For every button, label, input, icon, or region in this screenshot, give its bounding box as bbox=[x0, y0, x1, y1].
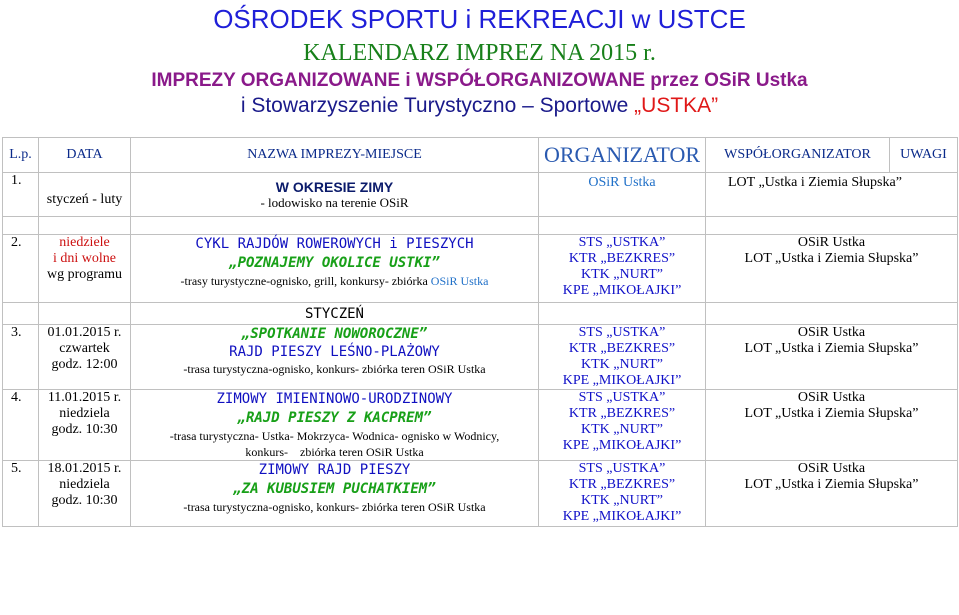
event-subtitle: „RAJD PIESZY Z KACPREM” bbox=[237, 410, 432, 426]
event-description: -trasy turystyczne-ognisko, grill, konkursy- zbiórka OSiR Ustka bbox=[180, 274, 489, 288]
event-description: -trasa turystyczna-ognisko, konkurs- zbiórka teren OSiR Ustka bbox=[183, 500, 486, 514]
table-row bbox=[3, 173, 958, 217]
event-title: ZIMOWY RAJD PIESZY bbox=[258, 462, 411, 478]
row-coorganizer: OSiR Ustka LOT „Ustka i Ziemia Słupska” bbox=[706, 390, 958, 461]
row-event bbox=[131, 390, 539, 461]
col-uwagi: UWAGI bbox=[890, 138, 958, 173]
association-ustka: „USTKA” bbox=[634, 94, 719, 117]
event-title: CYKL RAJDÓW ROWEROWYCH i PIESZYCH bbox=[195, 236, 474, 252]
table-row bbox=[3, 461, 958, 527]
event-subtitle: RAJD PIESZY LEŚNO-PLAŻOWY bbox=[229, 344, 440, 360]
row-event bbox=[131, 461, 539, 527]
event-title: ZIMOWY IMIENINOWO-URODZINOWY bbox=[216, 391, 453, 407]
row-number: 1. bbox=[3, 173, 39, 217]
table-header-row bbox=[3, 138, 958, 173]
table-row bbox=[3, 235, 958, 303]
row-organizer: STS „USTKA” KTR „BEZKRES” KTK „NURT” KPE „MIKOŁAJKI” bbox=[539, 461, 706, 527]
row-date: styczeń - luty bbox=[39, 173, 131, 217]
organized-events-heading: IMPREZY ORGANIZOWANE i WSPÓŁORGANIZOWANE przez OSiR Ustka bbox=[151, 70, 808, 91]
row-coorganizer: OSiR Ustka LOT „Ustka i Ziemia Słupska” bbox=[706, 325, 958, 390]
row-organizer: STS „USTKA” KTR „BEZKRES” KTK „NURT” KPE „MIKOŁAJKI” bbox=[539, 235, 706, 303]
date-line-3: wg programu bbox=[46, 267, 123, 282]
col-nazwa: NAZWA IMPREZY-MIEJSCE bbox=[131, 138, 539, 173]
row-date: 11.01.2015 r. niedziela godz. 10:30 bbox=[39, 390, 131, 461]
row-organizer: STS „USTKA” KTR „BEZKRES” KTK „NURT” KPE „MIKOŁAJKI” bbox=[539, 325, 706, 390]
document-title: OŚRODEK SPORTU i REKREACJI w USTCE bbox=[213, 4, 746, 34]
col-wspolorganizator: WSPÓŁORGANIZATOR bbox=[706, 138, 890, 173]
col-data: DATA bbox=[39, 138, 131, 173]
row-coorganizer: LOT „Ustka i Ziemia Słupska” bbox=[706, 173, 958, 217]
date-line-1: niedziele bbox=[59, 235, 110, 250]
col-organizator: ORGANIZATOR bbox=[539, 138, 706, 173]
event-subtitle: „POZNAJEMY OKOLICE USTKI” bbox=[229, 255, 440, 271]
event-title: W OKRESIE ZIMY bbox=[275, 178, 394, 195]
spacer-row bbox=[3, 217, 958, 235]
row-number: 5. bbox=[3, 461, 39, 527]
row-date bbox=[39, 235, 131, 303]
row-event bbox=[131, 173, 539, 217]
association-name: i Stowarzyszenie Turystyczno – Sportowe bbox=[240, 94, 635, 117]
row-organizer: OSiR Ustka bbox=[539, 173, 706, 217]
row-date: 18.01.2015 r. niedziela godz. 10:30 bbox=[39, 461, 131, 527]
row-coorganizer: OSiR Ustka LOT „Ustka i Ziemia Słupska” bbox=[706, 461, 958, 527]
events-table bbox=[2, 137, 958, 527]
row-number: 2. bbox=[3, 235, 39, 303]
month-row bbox=[3, 303, 958, 325]
col-lp: L.p. bbox=[3, 138, 39, 173]
row-number: 4. bbox=[3, 390, 39, 461]
month-label: STYCZEŃ bbox=[131, 303, 539, 325]
row-event bbox=[131, 235, 539, 303]
row-number: 3. bbox=[3, 325, 39, 390]
row-organizer: STS „USTKA” KTR „BEZKRES” KTK „NURT” KPE „MIKOŁAJKI” bbox=[539, 390, 706, 461]
row-event bbox=[131, 325, 539, 390]
event-description: -trasa turystyczna-ognisko, konkurs- zbiórka teren OSiR Ustka bbox=[183, 362, 486, 376]
calendar-title: KALENDARZ IMPREZ NA 2015 r. bbox=[303, 40, 656, 66]
table-row bbox=[3, 325, 958, 390]
row-coorganizer: OSiR Ustka LOT „Ustka i Ziemia Słupska” bbox=[706, 235, 958, 303]
event-description-2: konkurs- zbiórka teren OSiR Ustka bbox=[245, 445, 424, 459]
event-subtitle: „ZA KUBUSIEM PUCHATKIEM” bbox=[233, 481, 436, 497]
association-heading bbox=[0, 94, 959, 118]
date-line-2: i dni wolne bbox=[53, 251, 116, 266]
row-date: 01.01.2015 r. czwartek godz. 12:00 bbox=[39, 325, 131, 390]
event-title: „SPOTKANIE NOWOROCZNE” bbox=[241, 326, 428, 342]
table-row bbox=[3, 390, 958, 461]
event-description: - lodowisko na terenie OSiR bbox=[260, 194, 409, 210]
event-description: -trasa turystyczna- Ustka- Mokrzyca- Wodnica- ognisko w Wodnicy, bbox=[169, 429, 500, 443]
